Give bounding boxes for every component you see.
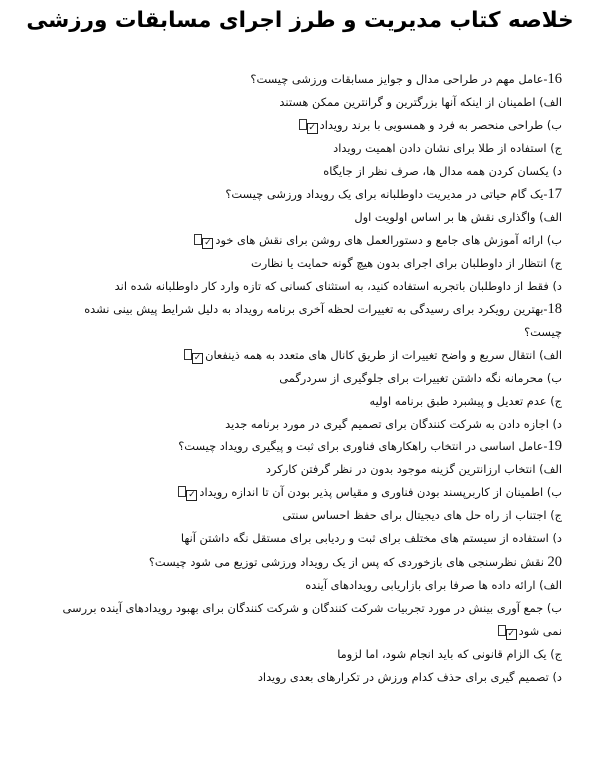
option-b-continued	[22, 620, 562, 643]
question-text: -عامل مهم در طراحی مدال و جوایز مسابقات ورزشی چیست؟	[250, 72, 548, 86]
question-text: -بهترین رویکرد برای رسیدگی به تغییرات لحظه آخری برنامه رویداد به دلیل شرایط پیش بینی نشده	[84, 302, 548, 316]
option-b	[22, 114, 562, 137]
option-text: ب) طراحی منحصر به فرد و همسویی با برند رویداد	[319, 118, 562, 132]
question-stem	[22, 298, 562, 321]
option-d: د) فقط از داوطلبان باتجربه استفاده کنید، به استثنای کسانی که تازه وارد کار داوطلبانه شده اند	[114, 279, 562, 293]
question-16	[22, 68, 562, 183]
question-number: 18	[547, 301, 562, 317]
question-17	[22, 183, 562, 298]
option-text: نمی شود	[518, 624, 562, 638]
answer-check-icon: ✓	[193, 229, 213, 252]
page-title: خلاصه کتاب مدیریت و طرز اجرای مسابقات ورزشی	[26, 8, 574, 33]
question-stem	[22, 183, 562, 206]
option-a: الف) واگذاری نقش ها بر اساس اولویت اول	[354, 210, 562, 224]
question-18	[22, 298, 562, 436]
question-stem	[22, 551, 562, 574]
question-number: 17	[547, 186, 562, 202]
option-d: د) یکسان کردن همه مدال ها، صرف نظر از جایگاه	[323, 164, 562, 178]
option-c: ج) اجتناب از راه حل های دیجیتال برای حفظ احساس سنتی	[282, 508, 562, 522]
option-b	[22, 229, 562, 252]
option-d: د) استفاده از سیستم های مختلف برای ثبت و ردیابی برای مستقل نگه داشتن آنها	[180, 531, 562, 545]
option-c: ج) یک الزام قانونی که باید انجام شود، اما لزوما	[337, 647, 562, 661]
option-text: ب) ارائه آموزش های جامع و دستورالعمل های روشن برای نقش های خود	[215, 233, 562, 247]
option-text: الف) انتقال سریع و واضح تغییرات از طریق کانال های متعدد به همه ذینفعان	[205, 348, 562, 362]
answer-check-icon: ✓	[497, 620, 517, 643]
question-stem	[22, 68, 562, 91]
option-c: ج) انتظار از داوطلبان برای اجرای بدون هیچ گونه حمایت یا نظارت	[250, 256, 562, 270]
option-a: الف) ارائه داده ها صرفا برای بازاریابی رویدادهای آینده	[305, 578, 562, 592]
question-number: 19	[547, 438, 562, 454]
question-stem-continued: چیست؟	[524, 325, 562, 339]
question-stem	[22, 435, 562, 458]
question-number: 16	[547, 71, 562, 87]
option-d: د) اجازه دادن به شرکت کنندگان برای تصمیم گیری در مورد برنامه جدید	[225, 417, 562, 431]
option-b: ب) جمع آوری بینش در مورد تجربیات شرکت کنندگان و شرکت کنندگان برای بهبود رویدادهای آینده بررسی	[62, 601, 562, 615]
answer-check-icon: ✓	[298, 114, 318, 137]
answer-check-icon: ✓	[177, 481, 197, 504]
option-c: ج) استفاده از طلا برای نشان دادن اهمیت رویداد	[333, 141, 562, 155]
question-text: -یک گام حیاتی در مدیریت داوطلبانه برای یک رویداد ورزشی چیست؟	[225, 187, 548, 201]
option-a: الف) اطمینان از اینکه آنها بزرگترین و گرانترین ممکن هستند	[279, 95, 562, 109]
option-text: ب) اطمینان از کاربرپسند بودن فناوری و مقیاس پذیر بودن آن تا اندازه رویداد	[199, 485, 562, 499]
question-text: نقش نظرسنجی های بازخوردی که پس از یک رویداد ورزشی توزیع می شود چیست؟	[148, 555, 548, 569]
question-number: 20	[547, 554, 562, 570]
option-c: ج) عدم تعدیل و پیشبرد طبق برنامه اولیه	[369, 394, 562, 408]
option-d: د) تصمیم گیری برای حذف کدام ورزش در تکرارهای بعدی رویداد	[257, 670, 562, 684]
option-a	[22, 344, 562, 367]
option-b: ب) محرمانه نگه داشتن تغییرات برای جلوگیری از سردرگمی	[279, 371, 562, 385]
question-19	[22, 435, 562, 550]
answer-check-icon: ✓	[183, 344, 203, 367]
question-20	[22, 551, 562, 689]
option-b	[22, 481, 562, 504]
question-text: -عامل اساسی در انتخاب راهکارهای فناوری برای ثبت و پیگیری رویداد چیست؟	[178, 439, 548, 453]
option-a: الف) انتخاب ارزانترین گزینه موجود بدون در نظر گرفتن کارکرد	[265, 462, 562, 476]
